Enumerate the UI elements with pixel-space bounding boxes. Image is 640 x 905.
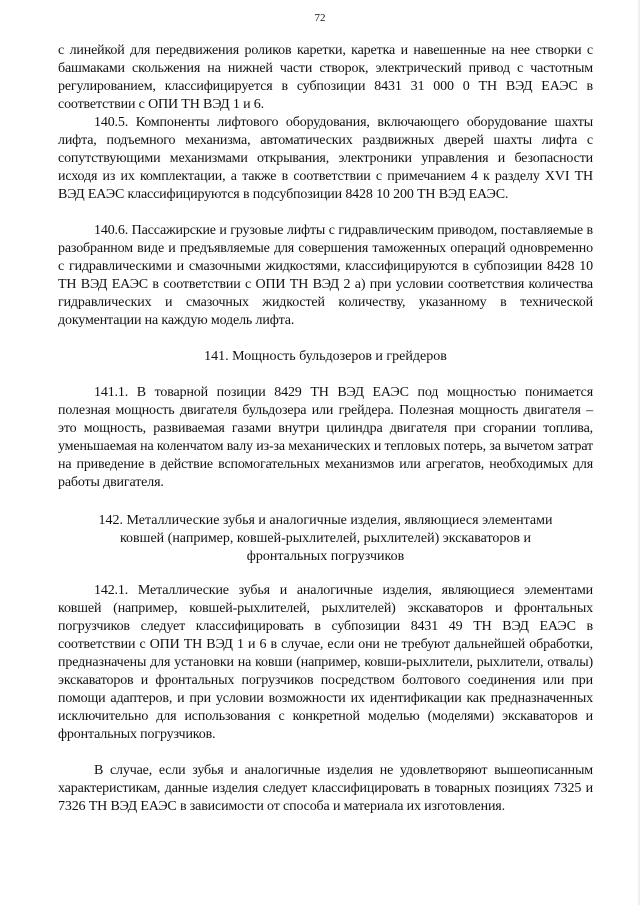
paragraph-142-1: 142.1. Металлические зубья и аналогичные изделия, являющиеся элементами ковшей (например, ковшей-рыхлителей, рыхлителей) экскаваторов и фронтальных погрузчиков следует классифицировать в субпозиции 8431 49 ТН ВЭД ЕАЭС в соответствии с ОПИ ТН ВЭД 1 и 6 в случае, если они не требуют дальнейшей обработки, предназначены для установки на ковши (например, ковши-рыхлители, рыхлители, отвалы) экскаваторов и фронтальных погрузчиков посредством болтового соединения или при помощи адаптеров, и при условии возможности их идентификации как предназначенных исключительно для использования с конкретной моделью (моделями) экскаваторов и фронтальных погрузчиков. (58, 583, 593, 742)
paragraph-intro: с линейкой для передвижения роликов каретки, каретка и навешенные на нее створки с башмаками скольжения на нижней части створок, электрический привод с частотным регулированием, классифицируется в субпозиции 8431 31 000 0 ТН ВЭД ЕАЭС в соответствии с ОПИ ТН ВЭД 1 и 6. (58, 43, 593, 112)
heading-142-line-2: ковшей (например, ковшей-рыхлителей, рыхлителей) экскаваторов и (119, 531, 532, 546)
page-number: 72 (314, 12, 326, 24)
paragraph-141-1: 141.1. В товарной позиции 8429 ТН ВЭД ЕАЭС под мощностью понимается полезная мощность двигателя бульдозера или грейдера. Полезная мощность двигателя – это мощность, развиваемая газами внутри цилиндра двигателя при сгорании топлива, уменьшаемая на коленчатом валу из-за механических и тепловых потерь, за вычетом затрат на приведение в действие вспомогательных механизмов или агрегатов, необходимых для работы двигателя. (58, 385, 593, 490)
section-heading-141: 141. Мощность бульдозеров и грейдеров (204, 349, 447, 364)
paragraph-142-2: В случае, если зубья и аналогичные изделия не удовлетворяют вышеописанным характеристикам, данные изделия следует классифицировать в товарных позициях 7325 и 7326 ТН ВЭД ЕАЭС в зависимости от способа и материала их изготовления. (58, 763, 593, 814)
paragraph-140-5: 140.5. Компоненты лифтового оборудования, включающего оборудование шахты лифта, подъемного механизма, автоматических раздвижных дверей шахты лифта с сопутствующими механизмами открывания, электроники управления и безопасности исходя из их комплектации, а также в соответствии с примечанием 4 к разделу XVI ТН ВЭД ЕАЭС классифицируются в подсубпозиции 8428 10 200 ТН ВЭД ЕАЭС. (58, 115, 593, 202)
section-heading-142 (58, 512, 593, 566)
heading-142-line-1: 142. Металлические зубья и аналогичные изделия, являющиеся элементами (98, 513, 553, 528)
heading-142-line-3: фронтальных погрузчиков (246, 549, 405, 564)
paragraph-140-6: 140.6. Пассажирские и грузовые лифты с гидравлическим приводом, поставляемые в разобранном виде и предъявляемые для совершения таможенных операций одновременно с гидравлическими и смазочными жидкостями, классифицируются в субпозиции 8428 10 ТН ВЭД ЕАЭС в соответствии с ОПИ ТН ВЭД 2 а) при условии соответствия количества гидравлических и смазочных жидкостей количеству, указанному в технической документации на каждую модель лифта. (58, 223, 593, 328)
